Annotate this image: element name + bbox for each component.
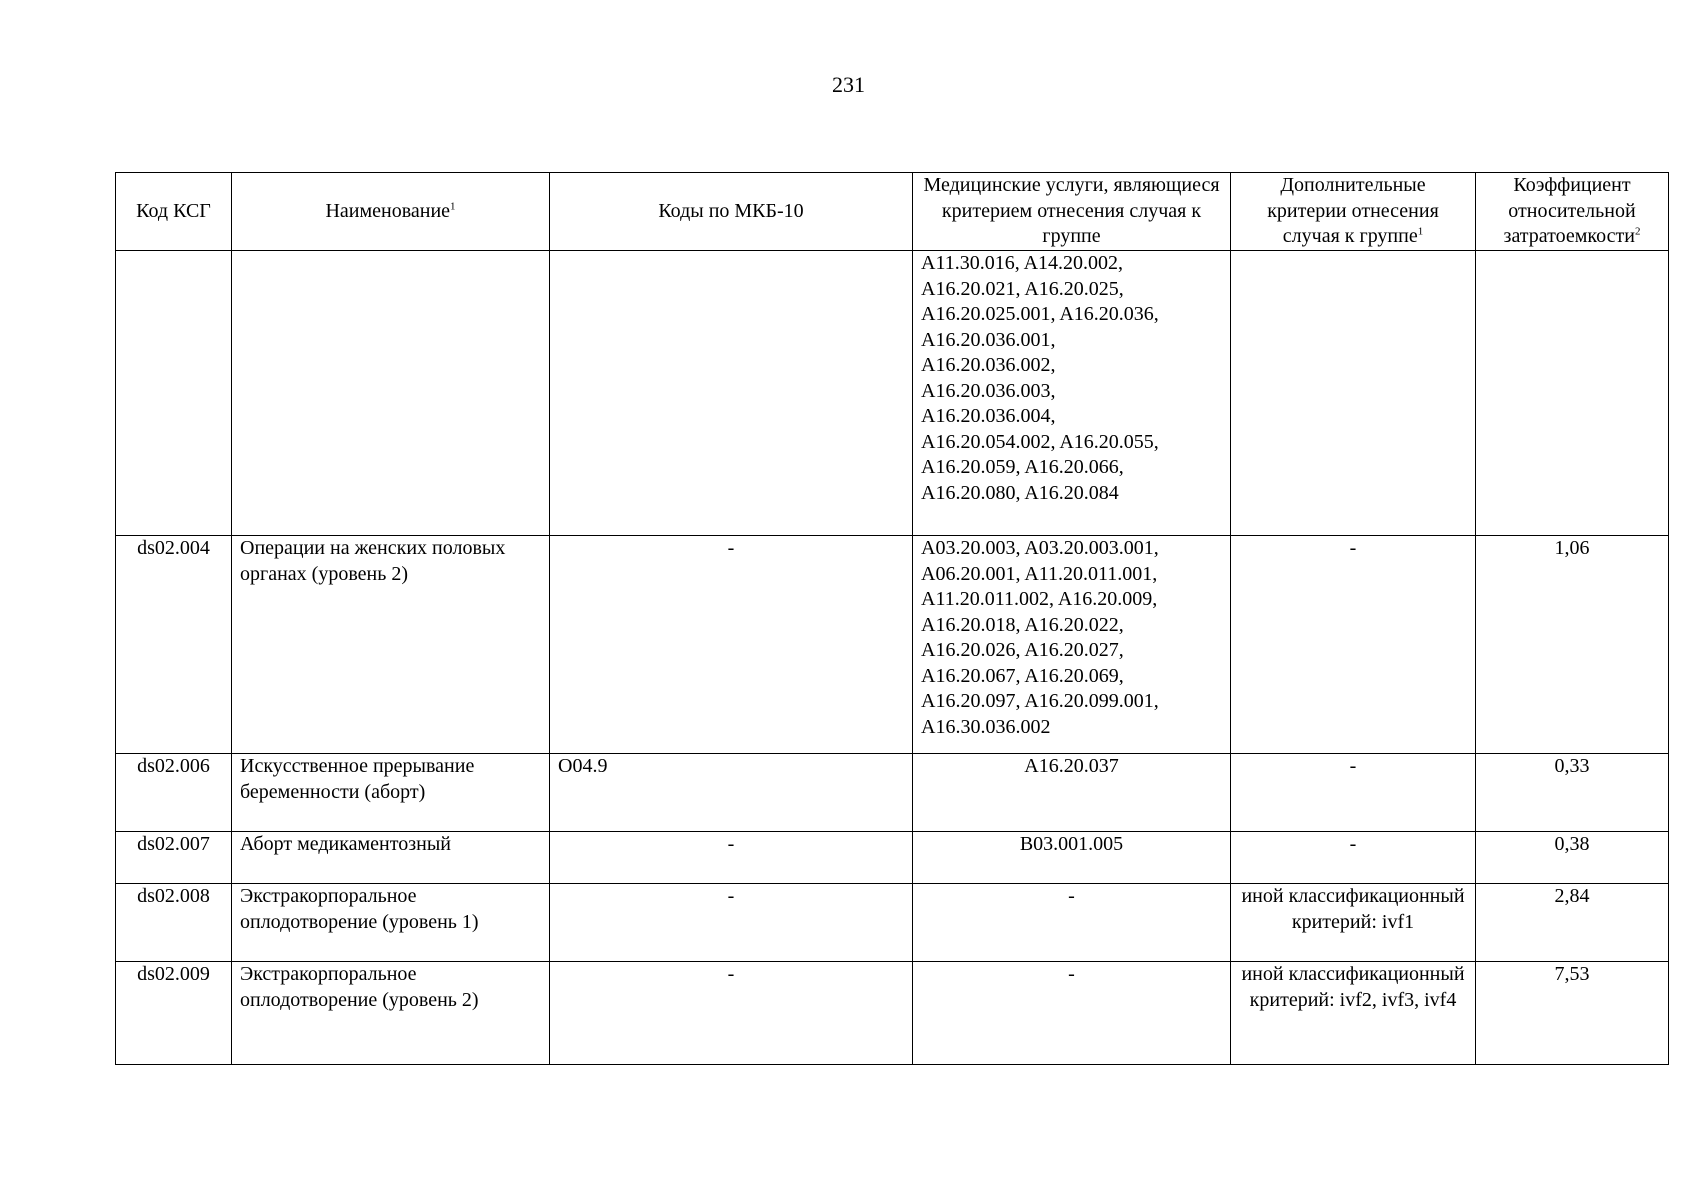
cell-additional	[1231, 251, 1476, 536]
header-coefficient-text: Коэффициент относительной затратоемкости	[1503, 174, 1636, 248]
service-line: A16.20.036.001,	[921, 328, 1056, 351]
service-line: A11.20.011.002, A16.20.009,	[921, 588, 1158, 610]
cell-name: Операции на женских половых органах (уровень 2)	[232, 536, 550, 754]
cell-code: ds02.004	[116, 536, 232, 754]
header-coefficient	[1476, 173, 1669, 251]
cell-coefficient: 0,38	[1476, 832, 1669, 884]
header-additional-footnote: 1	[1417, 225, 1424, 238]
header-additional-text: Дополнительные критерии отнесения случая к группе	[1267, 174, 1439, 248]
cell-code	[116, 251, 232, 536]
service-line: A16.20.036.004,	[921, 405, 1056, 427]
cell-additional: -	[1231, 536, 1476, 754]
cell-name: Экстракорпоральное оплодотворение (уровень 2)	[232, 962, 550, 1065]
cell-coefficient: 0,33	[1476, 754, 1669, 832]
header-services: Медицинские услуги, являющиеся критерием отнесения случая к группе	[913, 173, 1231, 251]
cell-additional: -	[1231, 754, 1476, 832]
cell-services: B03.001.005	[913, 832, 1231, 884]
service-line: A16.20.080, A16.20.084	[921, 481, 1119, 504]
table-row	[116, 754, 1669, 832]
service-line: A06.20.001, A11.20.011.001,	[921, 562, 1158, 585]
cell-services: -	[913, 884, 1231, 962]
cell-additional: иной классификационный критерий: ivf2, ivf3, ivf4	[1231, 962, 1476, 1065]
cell-coefficient	[1476, 251, 1669, 536]
service-line: A11.30.016, A14.20.002,	[921, 252, 1124, 274]
header-code: Код КСГ	[116, 173, 232, 251]
service-line: A16.20.025.001, A16.20.036,	[921, 303, 1159, 325]
cell-mkb: -	[550, 832, 913, 884]
cell-mkb: -	[550, 962, 913, 1065]
cell-mkb: -	[550, 536, 913, 754]
header-name-text: Наименование	[325, 199, 451, 222]
service-line: A16.20.067, A16.20.069,	[921, 664, 1124, 687]
cell-code: ds02.009	[116, 962, 232, 1065]
cell-code: ds02.008	[116, 884, 232, 962]
table-row	[116, 962, 1669, 1065]
cell-services	[913, 251, 1231, 536]
cell-code: ds02.006	[116, 754, 232, 832]
service-line: A16.20.036.003,	[921, 379, 1056, 402]
page-number: 231	[832, 72, 865, 97]
table-header-row	[116, 173, 1669, 251]
cell-name	[232, 251, 550, 536]
cell-services: -	[913, 962, 1231, 1065]
table-row	[116, 884, 1669, 962]
service-line: A16.20.036.002,	[921, 354, 1056, 376]
header-coefficient-footnote: 2	[1634, 225, 1641, 238]
cell-mkb	[550, 251, 913, 536]
cell-name: Экстракорпоральное оплодотворение (уровень 1)	[232, 884, 550, 962]
service-line: A16.30.036.002	[921, 715, 1051, 738]
service-line: A16.20.018, A16.20.022,	[921, 613, 1124, 636]
service-line: A16.20.026, A16.20.027,	[921, 639, 1124, 661]
header-mkb: Коды по МКБ-10	[550, 173, 913, 251]
cell-name: Аборт медикаментозный	[232, 832, 550, 884]
service-line: A16.20.021, A16.20.025,	[921, 277, 1124, 300]
table-row-continuation	[116, 251, 1669, 536]
cell-additional: иной классификационный критерий: ivf1	[1231, 884, 1476, 962]
service-line: A16.20.054.002, A16.20.055,	[921, 430, 1159, 453]
ksg-table	[115, 172, 1669, 1065]
cell-coefficient: 7,53	[1476, 962, 1669, 1065]
cell-services: A16.20.037	[913, 754, 1231, 832]
header-name-footnote: 1	[450, 200, 456, 213]
cell-name: Искусственное прерывание беременности (аборт)	[232, 754, 550, 832]
cell-mkb: -	[550, 884, 913, 962]
cell-coefficient: 2,84	[1476, 884, 1669, 962]
cell-mkb: O04.9	[550, 754, 913, 832]
cell-coefficient: 1,06	[1476, 536, 1669, 754]
cell-code: ds02.007	[116, 832, 232, 884]
header-name	[232, 173, 550, 251]
service-line: A16.20.097, A16.20.099.001,	[921, 690, 1159, 712]
service-line: A16.20.059, A16.20.066,	[921, 456, 1124, 478]
table-row	[116, 536, 1669, 754]
cell-additional: -	[1231, 832, 1476, 884]
cell-services	[913, 536, 1231, 754]
service-line: A03.20.003, A03.20.003.001,	[921, 537, 1159, 559]
table-row	[116, 832, 1669, 884]
header-additional	[1231, 173, 1476, 251]
